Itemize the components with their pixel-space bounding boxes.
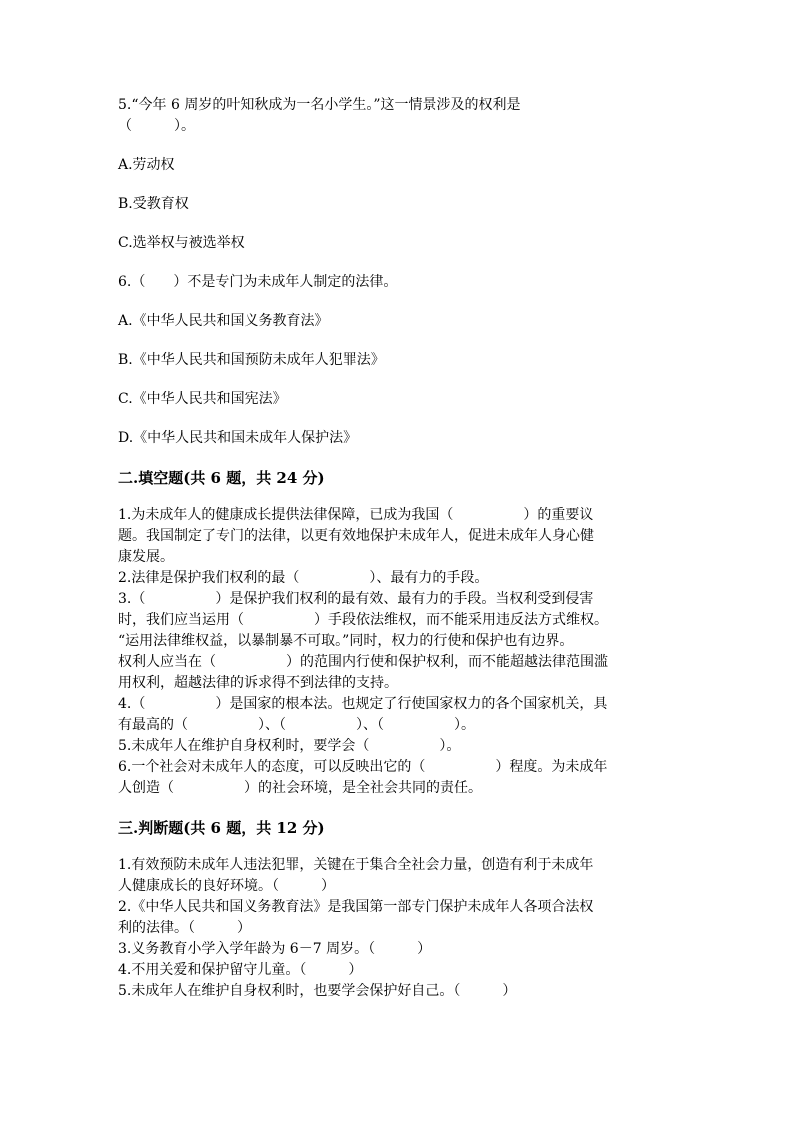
fill-line: 人创造（ ）的社会环境，是全社会共同的责任。 [118, 780, 482, 796]
judge-line: 3.义务教育小学入学年龄为 6－7 周岁。（ ） [118, 941, 432, 957]
judge-line: 4.不用关爱和保护留守儿童。（ ） [118, 962, 363, 978]
fill-line: 题。我国制定了专门的法律，以更有效地保护未成年人，促进未成年人身心健 [118, 528, 594, 544]
judge-line: 1.有效预防未成年人违法犯罪，关键在于集合全社会力量，创造有利于未成年 [118, 857, 594, 873]
question-6-option-b: B.《中华人民共和国预防未成年人犯罪法》 [118, 352, 385, 368]
fill-line: 5.未成年人在维护自身权利时，要学会（ ）。 [118, 738, 461, 754]
judge-line: 利的法律。（ ） [118, 920, 251, 936]
fill-line: 权利人应当在（ ）的范围内行使和保护权利，而不能超越法律范围滥 [118, 654, 608, 670]
question-5 [118, 95, 678, 254]
exam-page [118, 95, 678, 1002]
fill-line: 6.一个社会对未成年人的态度，可以反映出它的（ ）程度。为未成年 [118, 759, 608, 775]
fill-line: 2.法律是保护我们权利的最（ ）、最有力的手段。 [118, 570, 489, 586]
fill-line: “运用法律维权益，以暴制暴不可取。”同时，权力的行使和保护也有边界。 [118, 633, 574, 649]
question-5-option-b: B.受教育权 [118, 196, 189, 212]
fill-line: 康发展。 [118, 549, 174, 565]
question-6-option-a: A.《中华人民共和国义务教育法》 [118, 313, 329, 329]
question-6-option-c: C.《中华人民共和国宪法》 [118, 391, 287, 407]
fill-section-heading: 二.填空题(共 6 题，共 24 分) [118, 469, 325, 487]
judge-line: 2.《中华人民共和国义务教育法》是我国第一部专门保护未成年人各项合法权 [118, 899, 594, 915]
judge-section-body [118, 855, 678, 1002]
question-6-option-d: D.《中华人民共和国未成年人保护法》 [118, 430, 358, 446]
fill-line: 用权利，超越法律的诉求得不到法律的支持。 [118, 675, 398, 691]
question-5-stem-line-1: 5.“今年 6 周岁的叶知秋成为一名小学生。”这一情景涉及的权利是 [118, 97, 521, 113]
fill-line: 1.为未成年人的健康成长提供法律保障，已成为我国（ ）的重要议 [118, 507, 594, 523]
fill-section-body [118, 505, 678, 799]
fill-line: 4.（ ）是国家的根本法。也规定了行使国家权力的各个国家机关，具 [118, 696, 608, 712]
question-6-stem: 6.（ ）不是专门为未成年人制定的法律。 [118, 274, 398, 290]
question-6 [118, 272, 678, 449]
judge-line: 人健康成长的良好环境。（ ） [118, 878, 335, 894]
question-5-stem-line-2: （ ）。 [118, 118, 195, 134]
judge-section-heading: 三.判断题(共 6 题，共 12 分) [118, 819, 325, 837]
fill-line: 时，我们应当运用（ ）手段依法维权，而不能采用违反法方式维权。 [118, 612, 608, 628]
question-5-option-c: C.选举权与被选举权 [118, 235, 245, 251]
judge-line: 5.未成年人在维护自身权利时，也要学会保护好自己。（ ） [118, 983, 517, 999]
fill-line: 3.（ ）是保护我们权利的最有效、最有力的手段。当权利受到侵害 [118, 591, 594, 607]
question-5-option-a: A.劳动权 [118, 157, 175, 173]
fill-line: 有最高的（ ）、（ ）、（ ）。 [118, 717, 475, 733]
